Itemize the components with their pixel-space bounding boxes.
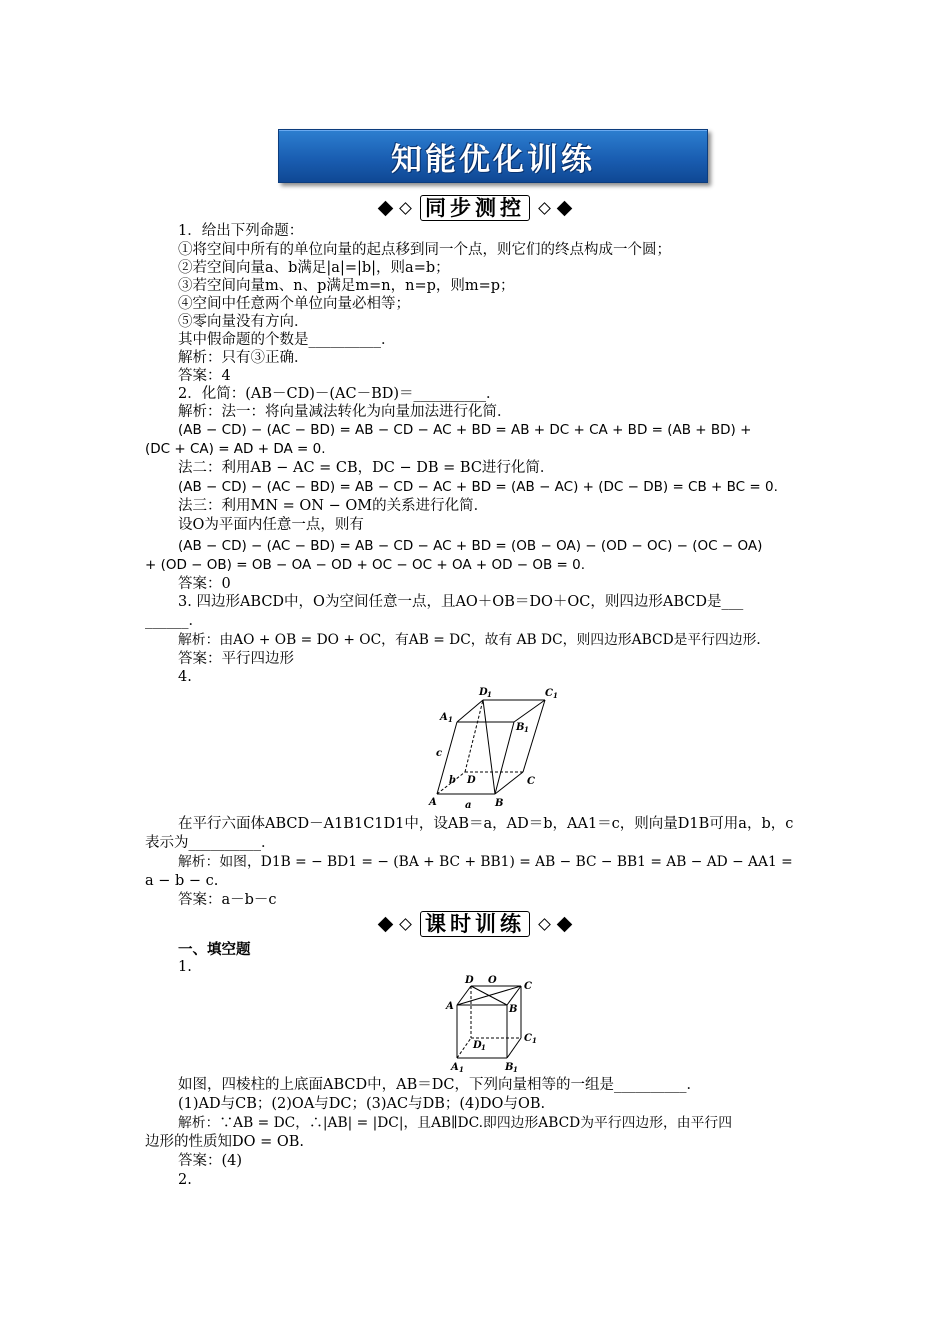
label-A: A (446, 1001, 454, 1012)
label-sub: 1 (532, 1036, 537, 1045)
label-C: C (524, 981, 532, 992)
text-line: ③若空间向量m、n、p满足m=n，n=p，则m=p； (178, 278, 515, 294)
label-C1: C (545, 688, 553, 699)
label-B: B (495, 798, 504, 809)
diamond-icon (557, 200, 573, 216)
label-C: C (527, 776, 535, 787)
section-title: 课时训练 (420, 911, 530, 937)
text-line: 解析：法一：将向量减法转化为向量加法进行化简． (178, 404, 512, 420)
text-line: (AB − CD) − (AC − BD) = AB − CD − AC + BD = AB + DC + CA + BD = (AB + BD) + (178, 422, 752, 438)
banner-title: 知能优化训练 (391, 141, 595, 178)
label-sub: 1 (524, 725, 529, 734)
label-B: B (509, 1004, 518, 1015)
label-D1: D (479, 687, 488, 698)
text-line: a − b − c. (145, 873, 219, 889)
label-sub: 1 (459, 1065, 464, 1072)
text-line: 答案：平行四边形 (178, 651, 294, 667)
text-line: 1. (178, 959, 192, 975)
text-line: 解析：如图，D1B = − BD1 = − (BA + BC + BB1) = AB − BC − BB1 = AB − AD − AA1 = (178, 854, 793, 870)
diamond-outline-icon (399, 202, 412, 215)
diamond-icon (378, 916, 394, 932)
edge-CC1 (523, 700, 545, 772)
label-sub: 1 (487, 690, 492, 699)
edge-B1C1 (514, 700, 545, 722)
text-line: 答案：a－b－c (178, 892, 277, 908)
section-heading-lesson (0, 910, 950, 938)
text-line: 在平行六面体ABCD－A1B1C1D1中，设AB＝a，AD＝b，AA1＝c，则向量D1B可用a，b，c (178, 816, 794, 832)
parallelepiped-figure (425, 684, 565, 814)
label-D: D (465, 975, 474, 986)
label-a: a (465, 800, 472, 811)
edge-D1B (483, 700, 495, 794)
text-line: (AB − CD) − (AC − BD) = AB − CD − AC + BD = (OB − OA) − (OD − OC) − (OC − OA) (178, 538, 763, 554)
label-sub: 1 (553, 691, 558, 700)
text-line: 边形的性质知DO = OB. (145, 1134, 305, 1150)
edge-B1C1 (507, 1038, 521, 1058)
edge-BC (507, 986, 521, 1005)
text-line: 法三：利用MN = ON − OM的关系进行化简． (178, 498, 489, 514)
label-sub: 1 (481, 1043, 486, 1052)
label-c: c (436, 748, 443, 759)
text-line: 解析：只有③正确． (178, 350, 309, 366)
edge-AD (457, 986, 471, 1005)
diamond-icon (557, 916, 573, 932)
banner (278, 129, 708, 183)
text-line: 2．化简：(AB－CD)－(AC－BD)＝__________． (178, 386, 501, 402)
text-line: 2. (178, 1172, 192, 1188)
edge-DD1 (465, 700, 483, 772)
label-sub: 1 (513, 1065, 518, 1072)
text-line: ②若空间向量a、b满足|a|=|b|，则a=b； (178, 260, 450, 276)
text-line: 1．给出下列命题： (178, 223, 304, 239)
edge-BC (495, 772, 523, 794)
edge-BB1 (495, 722, 514, 794)
section-title: 同步测控 (420, 195, 530, 221)
text-line: ______． (145, 613, 203, 629)
label-A1: A (440, 712, 448, 723)
diamond-outline-icon (399, 918, 412, 931)
text-line: (DC + CA) = AD + DA = 0. (145, 441, 326, 457)
label-D1: D (473, 1040, 482, 1051)
text-line: 一、填空题 (178, 941, 251, 958)
edge-A1D1 (457, 700, 483, 722)
edge-A1D1 (457, 1038, 471, 1058)
text-line: 表示为__________． (145, 835, 276, 851)
section-heading-sync (0, 194, 950, 222)
text-line: 答案：4 (178, 368, 231, 384)
label-B1: B (505, 1062, 514, 1072)
label-A1: A (451, 1062, 459, 1072)
text-line: 如图，四棱柱的上底面ABCD中，AB＝DC，下列向量相等的一组是__________． (178, 1077, 701, 1093)
text-line: ①将空间中所有的单位向量的起点移到同一个点，则它们的终点构成一个圆； (178, 242, 671, 258)
diamond-icon (378, 200, 394, 216)
text-line: 解析：由AO + OB = DO + OC，有AB = DC，故有 AB DC，则四边形ABCD是平行四边形． (178, 632, 771, 648)
text-line: 3. 四边形ABCD中，O为空间任意一点，且AO＋OB＝DO＋OC，则四边形ABCD是___ (178, 594, 744, 610)
text-line: 设O为平面内任意一点，则有 (178, 517, 364, 533)
label-B1: B (516, 722, 525, 733)
text-line: 法二：利用AB − AC = CB，DC − DB = BC进行化简． (178, 460, 555, 476)
label-C1: C (524, 1033, 532, 1044)
text-line: (AB − CD) − (AC − BD) = AB − CD − AC + BD = (AB − AC) + (DC − DB) = CB + BC = 0. (178, 479, 778, 495)
label-sub: 1 (448, 715, 453, 724)
text-line: ④空间中任意两个单位向量必相等； (178, 296, 410, 312)
label-O: O (488, 975, 497, 986)
diamond-outline-icon (538, 202, 551, 215)
label-A: A (429, 797, 437, 808)
text-line: 4. (178, 669, 192, 685)
text-line: + (OD − OB) = OB − OA − OD + OC − OC + OA + OD − OB = 0. (145, 557, 586, 573)
diag-DB (471, 986, 507, 1005)
label-b: b (449, 775, 456, 786)
text-line: 答案：0 (178, 576, 231, 592)
text-line: 其中假命题的个数是__________． (178, 332, 396, 348)
text-line: 解析：∵AB = DC，∴|AB| = |DC|，且AB∥DC.即四边形ABCD为平行四边形，由平行四 (178, 1115, 732, 1131)
text-line: (1)AD与CB；(2)OA与DC；(3)AC与DB；(4)DO与OB. (178, 1096, 546, 1112)
text-line: ⑤零向量没有方向． (178, 314, 309, 330)
label-D: D (467, 775, 476, 786)
text-line: 答案：(4) (178, 1153, 243, 1169)
prism-figure (443, 974, 553, 1072)
diamond-outline-icon (538, 918, 551, 931)
